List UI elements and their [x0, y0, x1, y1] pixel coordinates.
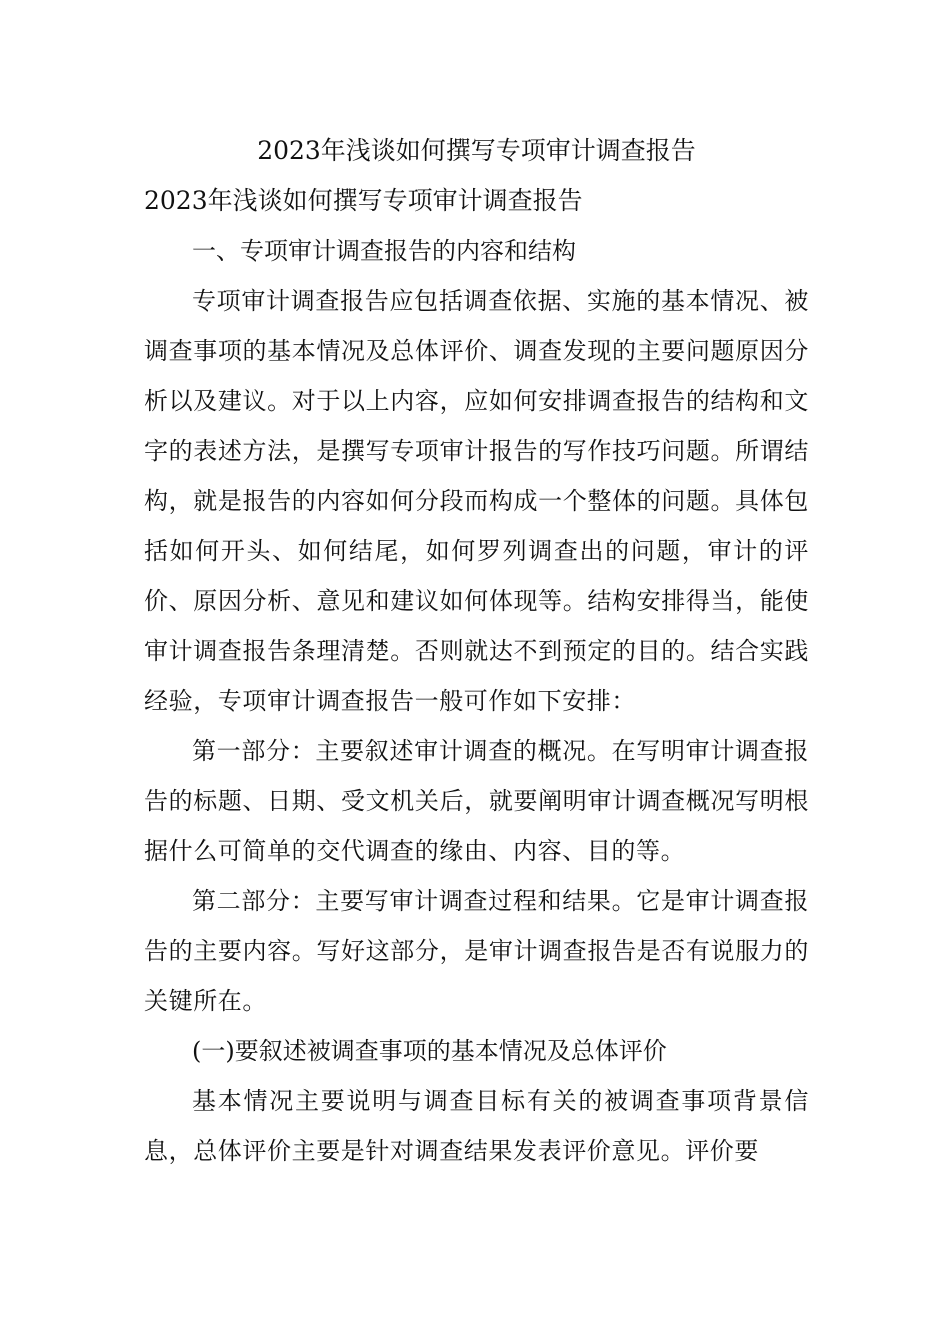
- paragraph-basic-situation: 基本情况主要说明与调查目标有关的被调查事项背景信息，总体评价主要是针对调查结果发表评价意见。评价要: [144, 1087, 809, 1165]
- subheading-basic-situation: (一)要叙述被调查事项的基本情况及总体评价: [192, 1037, 667, 1065]
- paragraph-part-one: 第一部分：主要叙述审计调查的概况。在写明审计调查报告的标题、日期、受文机关后，就要阐明审计调查概况写明根据什么可简单的交代调查的缘由、内容、目的等。: [144, 737, 809, 865]
- paragraph-report-contents: 专项审计调查报告应包括调查依据、实施的基本情况、被调查事项的基本情况及总体评价、调查发现的主要问题原因分析以及建议。对于以上内容，应如何安排调查报告的结构和文字的表述方法，是撰写专项审计报告的写作技巧问题。所谓结构，就是报告的内容如何分段而构成一个整体的问题。具体包括如何开头、如何结尾，如何罗列调查出的问题，审计的评价、原因分析、意见和建议如何体现等。结构安排得当，能使审计调查报告条理清楚。否则就达不到预定的目的。结合实践经验，专项审计调查报告一般可作如下安排：: [144, 287, 809, 715]
- section-heading-contents-structure: 一、专项审计调查报告的内容和结构: [192, 237, 576, 265]
- document-subtitle: 2023年浅谈如何撰写专项审计调查报告: [144, 186, 583, 215]
- document-title: 2023年浅谈如何撰写专项审计调查报告: [257, 136, 696, 165]
- document-body: [144, 126, 809, 1176]
- paragraph-part-two: 第二部分：主要写审计调查过程和结果。它是审计调查报告的主要内容。写好这部分，是审计调查报告是否有说服力的关键所在。: [144, 887, 809, 1015]
